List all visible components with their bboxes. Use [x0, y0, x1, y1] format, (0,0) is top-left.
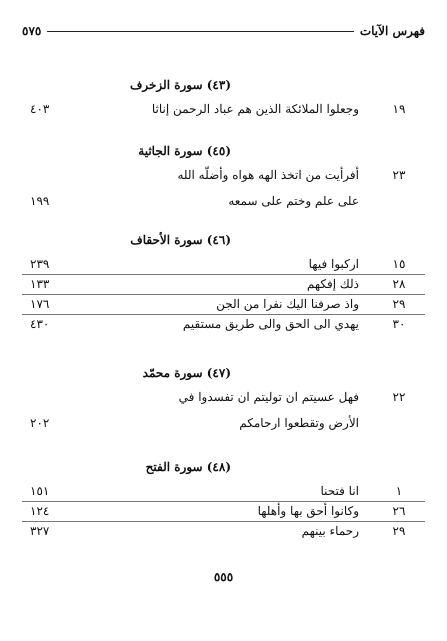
section-title: (٤٦) سورة الأحقاف — [130, 233, 231, 247]
verse-text: وكانوا أحق بها وأهلها — [257, 504, 359, 518]
page-reference: ٤٠٣ — [30, 102, 50, 116]
page-reference: ١٧٦ — [30, 297, 50, 311]
verse-number: ٢٣ — [392, 168, 406, 182]
sura-section — [22, 366, 425, 434]
sura-section — [22, 233, 425, 335]
verse-text: وجعلوا الملائكة الذين هم عباد الرحمن إناثا — [151, 102, 359, 116]
verse-number: ١٩ — [392, 102, 406, 116]
verse-row — [22, 255, 425, 275]
page-reference: ١٩٩ — [30, 194, 50, 208]
sura-section — [22, 144, 425, 212]
sura-section — [22, 460, 425, 542]
verse-number: ٢٢ — [392, 390, 406, 404]
verse-row — [22, 295, 425, 315]
page-reference: ٤٣٠ — [30, 317, 50, 331]
verse-text: رحماء بينهم — [301, 524, 359, 538]
verse-row — [22, 414, 425, 434]
section-title: (٤٨) سورة الفتح — [145, 460, 231, 474]
verse-text: واذ صرفنا اليك نفرا من الجن — [216, 297, 359, 311]
verse-text: انا فتحنا — [320, 484, 359, 498]
verse-row — [22, 482, 425, 502]
verse-row — [22, 275, 425, 295]
header-page-number: ٥٧٥ — [22, 24, 42, 38]
running-title: فهرس الآيات — [359, 24, 425, 38]
page-reference: ١٢٤ — [30, 504, 50, 518]
section-title: (٤٣) سورة الزخرف — [129, 78, 231, 92]
verse-number: ٢٩ — [392, 524, 406, 538]
verse-row — [22, 192, 425, 212]
verse-text: الأرض وتقطعوا ارحامكم — [239, 416, 359, 430]
page-reference: ٢٣٩ — [30, 257, 50, 271]
verse-number: ٢٨ — [392, 277, 406, 291]
verse-number: ١ — [395, 484, 403, 498]
sura-section — [22, 78, 425, 120]
verse-number: ٣٠ — [392, 317, 406, 331]
verse-row — [22, 100, 425, 120]
verse-row — [22, 388, 425, 414]
verse-text: ذلك إفكهم — [306, 277, 359, 291]
verse-text: يهدي الى الحق والى طريق مستقيم — [182, 317, 359, 331]
section-title: (٤٧) سورة محمّد — [142, 366, 231, 380]
verse-row — [22, 315, 425, 335]
page-reference: ٣٢٧ — [30, 524, 50, 538]
page-reference: ٢٠٢ — [30, 416, 50, 430]
verse-row — [22, 522, 425, 542]
verse-text: اركبوا فيها — [308, 257, 359, 271]
page-header — [22, 22, 425, 40]
verse-text: أفرأيت من اتخذ الهه هواه وأضلّه الله — [177, 168, 359, 182]
section-title: (٤٥) سورة الجاثية — [138, 144, 231, 158]
verse-row — [22, 502, 425, 522]
header-rule — [47, 31, 353, 32]
verse-text: فهل عسيتم ان توليتم ان تفسدوا في — [178, 390, 359, 404]
verse-number: ٢٩ — [392, 297, 406, 311]
page-reference: ١٥١ — [30, 484, 50, 498]
page-reference: ١٣٣ — [30, 277, 50, 291]
footer-page-number: ٥٥٥ — [213, 570, 234, 584]
verse-row — [22, 166, 425, 192]
verse-text: على علم وختم على سمعه — [228, 194, 359, 208]
verse-number: ٢٦ — [392, 504, 406, 518]
verse-number: ١٥ — [392, 257, 406, 271]
